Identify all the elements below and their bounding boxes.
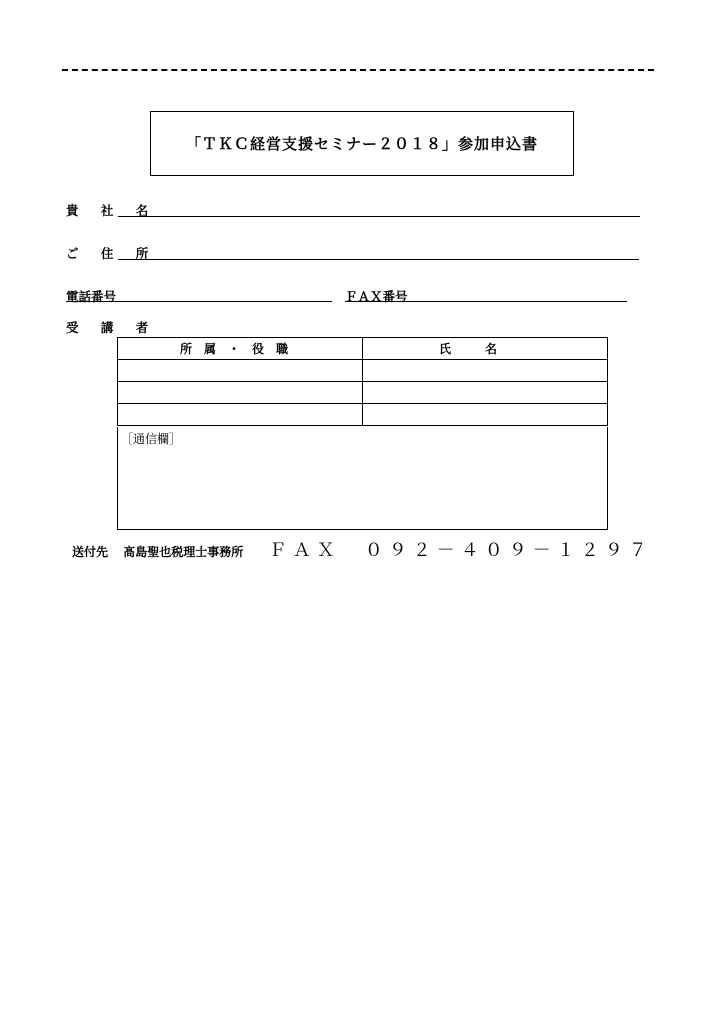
name-header: 氏名 [363,338,608,360]
address-input-line[interactable] [118,259,639,260]
send-to-label: 送付先 [72,545,109,559]
name-cell[interactable] [363,382,608,404]
attendees-label: 受 講 者 [66,320,158,335]
table-row [118,382,608,404]
cut-line [62,69,654,71]
table-row [118,360,608,382]
attendee-table [117,337,608,426]
name-cell[interactable] [363,404,608,426]
affiliation-header: 所属・役職 [118,338,363,360]
address-label: ご 住 所 [66,246,158,261]
attendee-table-header [118,338,608,360]
memo-box[interactable] [117,427,608,530]
footer [72,536,653,562]
company-input-line[interactable] [118,216,640,217]
affiliation-cell[interactable] [118,404,363,426]
memo-label: ［通信欄］ [121,432,182,446]
phone-label: 電話番号 [66,289,117,304]
fax-label: ＦＡＸ番号 [345,289,408,304]
title-box [150,111,574,176]
affiliation-cell[interactable] [118,360,363,382]
table-row [118,404,608,426]
form-title: 「ＴＫＣ経営支援セミナー２０１８」参加申込書 [185,135,538,153]
company-label: 貴 社 名 [66,203,158,218]
fax-number: ＦＡＸ ０９２－４０９－１２９７ [268,540,653,561]
affiliation-cell[interactable] [118,382,363,404]
phone-input-line[interactable] [66,301,332,302]
fax-input-line[interactable] [345,301,627,302]
office-name: 髙島聖也税理士事務所 [123,545,244,559]
name-cell[interactable] [363,360,608,382]
